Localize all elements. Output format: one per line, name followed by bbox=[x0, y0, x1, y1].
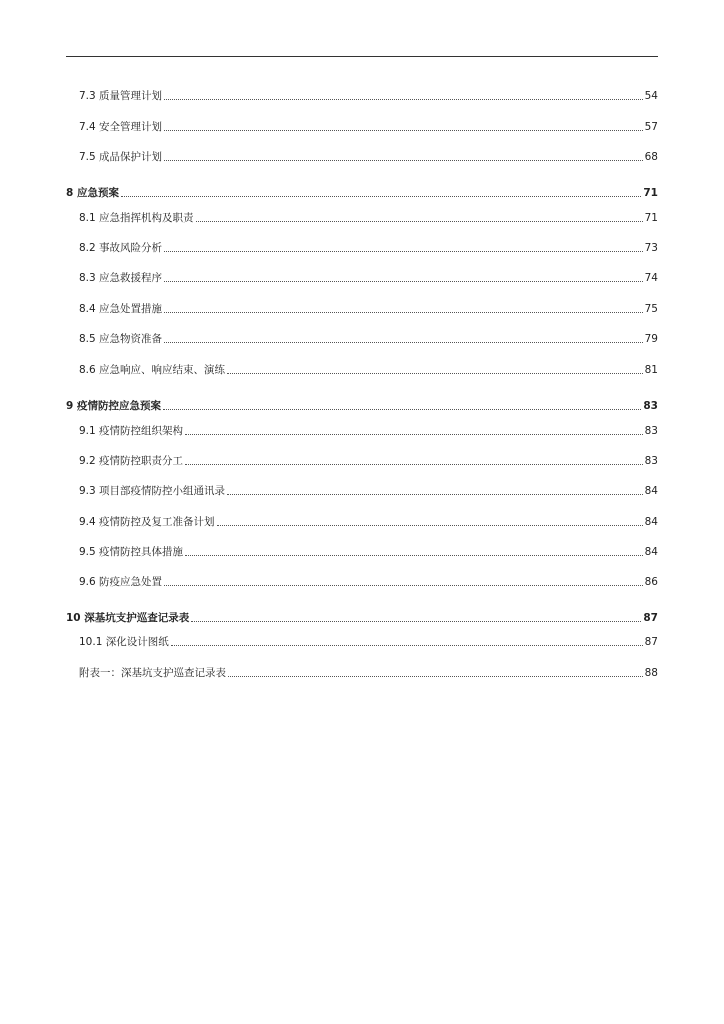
toc-entry[interactable] bbox=[66, 544, 658, 560]
toc-leader-dots bbox=[164, 585, 643, 586]
toc-entry-title: 9.1 疫情防控组织架构 bbox=[79, 425, 184, 437]
toc-leader-dots bbox=[164, 312, 643, 313]
toc-entry-page: 71 bbox=[643, 187, 658, 199]
toc-entry[interactable] bbox=[66, 185, 658, 201]
toc-entry-title: 9.2 疫情防控职责分工 bbox=[79, 455, 184, 467]
toc-entry-title: 7.5 成品保护计划 bbox=[79, 151, 163, 163]
toc-entry-title: 7.3 质量管理计划 bbox=[79, 90, 163, 102]
toc-entry-page: 88 bbox=[644, 667, 658, 679]
toc-entry[interactable] bbox=[66, 362, 658, 378]
toc-entry-title: 10.1 深化设计图纸 bbox=[79, 636, 169, 648]
toc-entry[interactable] bbox=[66, 210, 658, 226]
toc-entry-title: 8.1 应急指挥机构及职责 bbox=[79, 212, 194, 224]
toc-entry[interactable] bbox=[66, 301, 658, 317]
toc-entry[interactable] bbox=[66, 119, 658, 135]
toc-leader-dots bbox=[196, 221, 643, 222]
toc-entry[interactable] bbox=[66, 483, 658, 499]
toc-entry[interactable] bbox=[66, 88, 658, 104]
toc-entry-title: 附表一：深基坑支护巡查记录表 bbox=[79, 667, 226, 679]
toc-leader-dots bbox=[227, 494, 643, 495]
toc-entry[interactable] bbox=[66, 514, 658, 530]
toc-entry-page: 54 bbox=[644, 90, 658, 102]
toc-leader-dots bbox=[185, 555, 643, 556]
toc-leader-dots bbox=[227, 373, 643, 374]
toc-entry[interactable] bbox=[66, 634, 658, 650]
toc-entry[interactable] bbox=[66, 270, 658, 286]
toc-entry-title: 8.4 应急处置措施 bbox=[79, 303, 163, 315]
toc-entry-page: 68 bbox=[644, 151, 658, 163]
toc-entry-page: 87 bbox=[643, 612, 658, 624]
toc-entry-title: 9 疫情防控应急预案 bbox=[66, 400, 161, 412]
toc-entry-page: 83 bbox=[643, 400, 658, 412]
header-rule bbox=[66, 56, 658, 57]
toc-entry-title: 8.3 应急救援程序 bbox=[79, 272, 163, 284]
toc-entry-page: 79 bbox=[644, 333, 658, 345]
toc-entry-title: 7.4 安全管理计划 bbox=[79, 121, 163, 133]
toc-leader-dots bbox=[164, 251, 643, 252]
toc-entry-page: 86 bbox=[644, 576, 658, 588]
toc-entry-title: 9.3 项目部疫情防控小组通讯录 bbox=[79, 485, 226, 497]
toc-entry-page: 75 bbox=[644, 303, 658, 315]
toc-entry-page: 81 bbox=[644, 364, 658, 376]
toc-entry[interactable] bbox=[66, 665, 658, 681]
toc-leader-dots bbox=[164, 130, 643, 131]
toc-entry-page: 83 bbox=[644, 425, 658, 437]
toc-leader-dots bbox=[191, 621, 641, 622]
toc-entry-title: 9.5 疫情防控具体措施 bbox=[79, 546, 184, 558]
toc-entry-title: 8.5 应急物资准备 bbox=[79, 333, 163, 345]
toc-entry-page: 71 bbox=[644, 212, 658, 224]
toc-entry-page: 83 bbox=[644, 455, 658, 467]
toc-entry-page: 84 bbox=[644, 516, 658, 528]
toc-entry[interactable] bbox=[66, 240, 658, 256]
toc-entry-page: 74 bbox=[644, 272, 658, 284]
toc-leader-dots bbox=[185, 434, 643, 435]
toc-entry[interactable] bbox=[66, 149, 658, 165]
toc-entry-title: 8.6 应急响应、响应结束、演练 bbox=[79, 364, 226, 376]
toc-entry-title: 10 深基坑支护巡查记录表 bbox=[66, 612, 190, 624]
toc-leader-dots bbox=[171, 645, 643, 646]
toc-leader-dots bbox=[228, 676, 643, 677]
toc-entry-title: 8 应急预案 bbox=[66, 187, 119, 199]
toc-entry-title: 9.6 防疫应急处置 bbox=[79, 576, 163, 588]
toc-leader-dots bbox=[217, 525, 643, 526]
toc-entry[interactable] bbox=[66, 398, 658, 414]
toc-entry-page: 73 bbox=[644, 242, 658, 254]
toc-leader-dots bbox=[121, 196, 641, 197]
toc-entry[interactable] bbox=[66, 453, 658, 469]
toc-leader-dots bbox=[185, 464, 643, 465]
toc-leader-dots bbox=[164, 342, 643, 343]
toc-entry-title: 9.4 疫情防控及复工准备计划 bbox=[79, 516, 215, 528]
toc-entry[interactable] bbox=[66, 331, 658, 347]
toc-entry-page: 84 bbox=[644, 485, 658, 497]
toc-entry-title: 8.2 事故风险分析 bbox=[79, 242, 163, 254]
toc-leader-dots bbox=[164, 99, 643, 100]
toc-entry[interactable] bbox=[66, 423, 658, 439]
toc-leader-dots bbox=[163, 409, 641, 410]
toc-entry-page: 84 bbox=[644, 546, 658, 558]
toc-entry-page: 57 bbox=[644, 121, 658, 133]
toc-leader-dots bbox=[164, 160, 643, 161]
toc-entry[interactable] bbox=[66, 574, 658, 590]
toc-leader-dots bbox=[164, 281, 643, 282]
toc-entry[interactable] bbox=[66, 610, 658, 626]
toc-entry-page: 87 bbox=[644, 636, 658, 648]
